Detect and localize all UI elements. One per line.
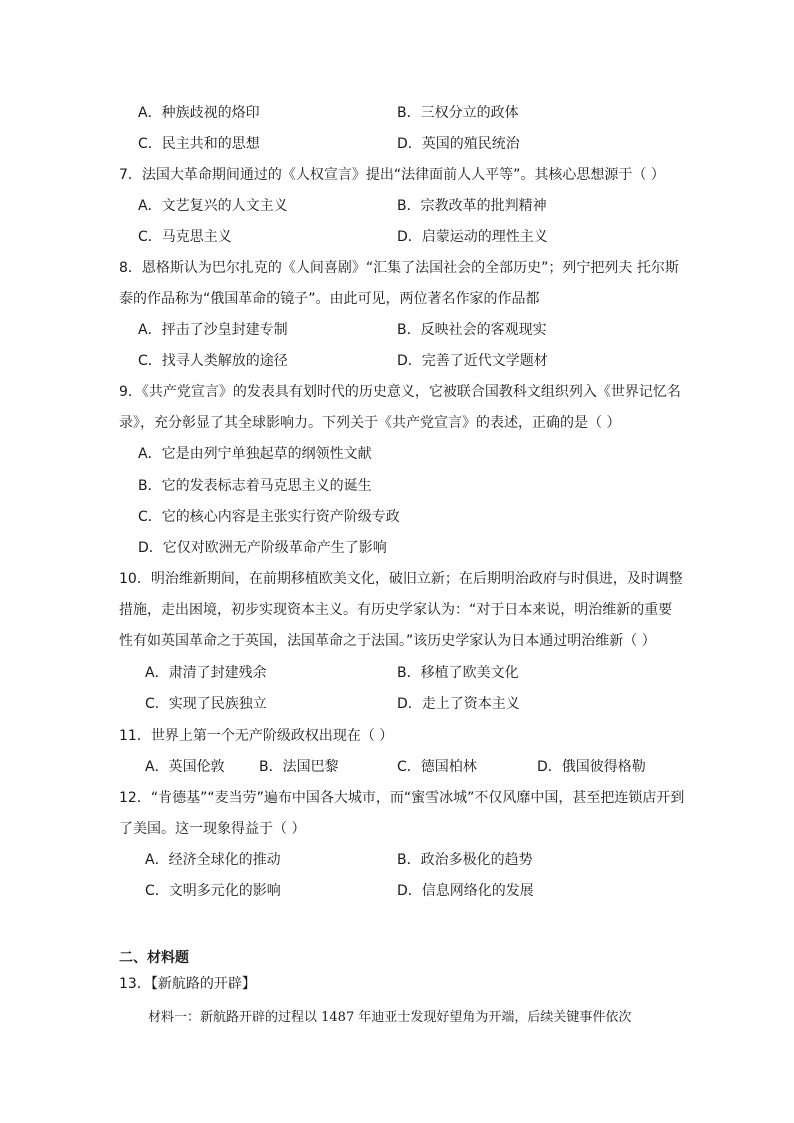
q6-option-b: B．三权分立的政体 (397, 105, 519, 121)
q12-stem-line-2: 了美国。这一现象得益于（ ） (119, 821, 306, 837)
q8-option-b: B．反映社会的客观现实 (397, 322, 547, 338)
section-2-title: 二、材料题 (119, 950, 189, 966)
q10-option-b: B．移植了欧美文化 (397, 665, 519, 681)
q11-option-c: C．德国柏林 (397, 759, 477, 775)
q13-material-1: 材料一：新航路开辟的过程以 1487 年迪亚士发现好望角为开端，后续关键事件依次 (148, 1010, 632, 1025)
q8-stem-line-1: 8．恩格斯认为巴尔扎克的《人间喜剧》“汇集了法国社会的全部历史”；列宁把列夫 托尔斯 (119, 260, 679, 276)
q7-option-a: A．文艺复兴的人文主义 (138, 198, 288, 214)
q10-stem-line-2: 措施，走出困境，初步实现资本主义。有历史学家认为：“对于日本来说，明治维新的重要 (119, 602, 673, 618)
q12-option-c: C．文明多元化的影响 (145, 883, 281, 899)
q7-option-c: C．马克思主义 (138, 229, 232, 245)
q8-stem-line-2: 泰的作品称为“俄国革命的镜子”。由此可见，两位著名作家的作品都 (119, 291, 540, 307)
q12-option-b: B．政治多极化的趋势 (397, 852, 533, 868)
q6-option-d: D．英国的殖民统治 (397, 136, 520, 152)
q11-option-b: B．法国巴黎 (259, 759, 339, 775)
q13-title: 13．【新航路的开辟】 (119, 976, 256, 992)
q9-option-a: A．它是由列宁单独起草的纲领性文献 (138, 446, 372, 462)
q9-option-b: B．它的发表标志着马克思主义的诞生 (138, 478, 372, 494)
q12-option-a: A．经济全球化的推动 (145, 852, 281, 868)
q9-option-d: D．它仅对欧洲无产阶级革命产生了影响 (138, 540, 387, 556)
q9-stem-line-2: 录》，充分彰显了其全球影响力。下列关于《共产党宣言》的表述，正确的是（ ） (119, 415, 621, 431)
q10-stem-line-3: 性有如英国革命之于英国，法国革命之于法国。”该历史学家认为日本通过明治维新（ ） (119, 633, 656, 649)
q12-option-d: D．信息网络化的发展 (397, 883, 534, 899)
q8-option-a: A．抨击了沙皇封建专制 (138, 322, 288, 338)
q7-option-b: B．宗教改革的批判精神 (397, 198, 547, 214)
q10-option-d: D．走上了资本主义 (397, 696, 520, 712)
q8-option-d: D．完善了近代文学题材 (397, 353, 548, 369)
q11-option-d: D．俄国彼得格勒 (537, 759, 646, 775)
q11-stem: 11．世界上第一个无产阶级政权出现在（ ） (119, 728, 394, 744)
q10-stem-line-1: 10．明治维新期间，在前期移植欧美文化，破旧立新；在后期明治政府与时俱进，及时调整 (119, 571, 683, 587)
q12-stem-line-1: 12．“肯德基”“麦当劳”遍布中国各大城市，而“蜜雪冰城”不仅风靡中国，甚至把连锁店开到 (119, 790, 685, 806)
q7-stem: 7．法国大革命期间通过的《人权宣言》提出“法律面前人人平等”。其核心思想源于（ ） (119, 167, 665, 183)
q10-option-c: C．实现了民族独立 (145, 696, 267, 712)
q6-option-c: C．民主共和的思想 (138, 136, 260, 152)
q7-option-d: D．启蒙运动的理性主义 (397, 229, 548, 245)
q8-option-c: C．找寻人类解放的途径 (138, 353, 288, 369)
q11-option-a: A．英国伦敦 (145, 759, 225, 775)
q9-option-c: C．它的核心内容是主张实行资产阶级专政 (138, 509, 400, 525)
q9-stem-line-1: 9．《共产党宣言》的发表具有划时代的历史意义，它被联合国教科文组织列入《世界记忆名 (119, 384, 681, 400)
q6-option-a: A．种族歧视的烙印 (138, 105, 260, 121)
q10-option-a: A．肃清了封建残余 (145, 665, 267, 681)
